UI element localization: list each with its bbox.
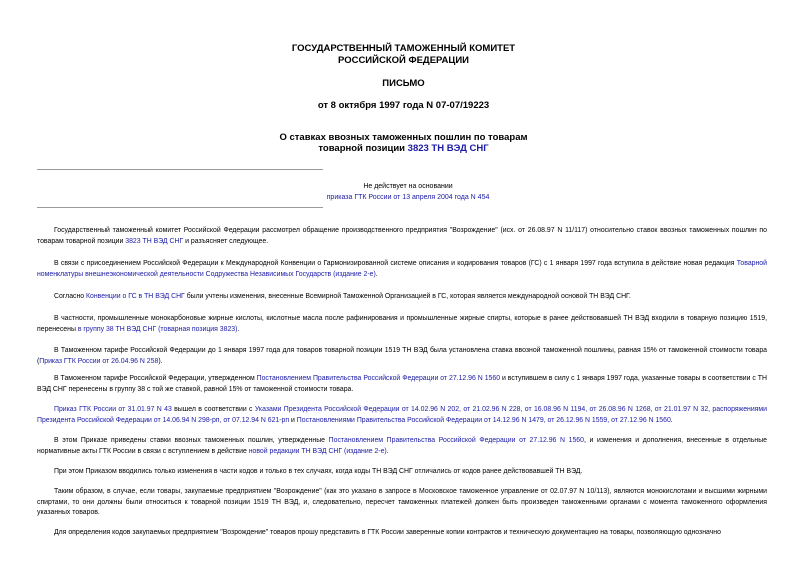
document-subject-line1: О ставках ввозных таможенных пошлин по товарам — [279, 132, 528, 143]
text: Для определения кодов закупаемых предприятием "Возрождение" товаров прошу представить в ГТК России заверенные копии контрактов и техническую документацию на товары, позволяющую однозначно — [54, 529, 721, 536]
text: . — [386, 447, 389, 455]
link[interactable]: Конвенции о ГС в ТН ВЭД СНГ — [86, 293, 185, 300]
paragraph-2 — [37, 259, 767, 280]
agency-name-line2: РОССИЙСКОЙ ФЕДЕРАЦИИ — [337, 55, 469, 66]
paragraph-8 — [37, 436, 767, 457]
text: . — [375, 270, 378, 278]
text: . — [670, 416, 673, 424]
paragraph-11 — [37, 528, 767, 539]
link[interactable]: 3823 ТН ВЭД СНГ — [125, 237, 184, 245]
paragraph-4 — [37, 314, 767, 335]
subject-text: товарной позиции — [318, 143, 408, 154]
text: Таким образом, в случае, если товары, закупаемые предприятием "Возрождение" (как это указано в запросе в Московское таможенное управление от 02.07.97 N 10/113), являются монокислотами и высшими жирными спиртами, то они должны были относиться к товарной позиции 1519 ТН ВЭД, и, следовательно, пересчет таможенных платежей должен быть произведен таможенными органами с момента таможенного оформления указанных товаров. — [37, 488, 767, 516]
link[interactable]: Приказ ГТК России от 31.01.97 N 43 — [54, 406, 172, 413]
divider-top — [37, 169, 323, 170]
text: Государственный таможенный комитет Российской Федерации рассмотрел обращение производственного предприятия "Возрождение" (исх. от 26.08.97 N 11/117) относительно ставок ввозных таможенных пошлин по товарам товарной позиции — [37, 227, 767, 245]
text: и вступившем в силу с 1 января 1997 года, указанные товары в соответствии с ТН ВЭД СНГ перенесены в группу 38 с той же ставкой, равной 15% от таможенной стоимости товара. — [37, 375, 767, 393]
document-type: ПИСЬМО — [382, 78, 425, 89]
text: В связи с присоединением Российской Федерации к Международной Конвенции о Гармонизированной системе описания и кодирования товаров (ГС) с 1 января 1997 года вступила в действие новая редакция — [54, 260, 737, 267]
text: и разъясняет следующее. — [183, 237, 269, 245]
paragraph-6 — [37, 374, 767, 395]
text: В Таможенном тарифе Российской Федерации до 1 января 1997 года для товаров товарной позиции 1519 ТН ВЭД была установлена ставка ввозной таможенной пошлины, равная 15% от таможенной стоимости товара ( — [37, 347, 767, 365]
paragraph-7 — [37, 405, 767, 426]
document-subject-line2 — [0, 143, 807, 154]
text: и — [289, 416, 297, 424]
text: В Таможенном тарифе Российской Федерации, утвержденном — [54, 375, 257, 382]
paragraph-5 — [37, 346, 767, 367]
agency-name-line1: ГОСУДАРСТВЕННЫЙ ТАМОЖЕННЫЙ КОМИТЕТ — [291, 43, 516, 54]
link[interactable]: Приказ ГТК России от 26.04.96 N 258 — [39, 357, 159, 365]
text: , и изменения и дополнения, внесенные в отдельные нормативные акты ГТК России в связи с вступлением в действие — [37, 437, 767, 455]
link[interactable]: Товарной номенклатуры внешнеэкономической деятельности Содружества Независимых Государств (издание 2-е) — [37, 260, 767, 278]
status-note — [300, 181, 516, 203]
text: В этом Приказе приведены ставки ввозных таможенных пошлин, утвержденные — [54, 437, 329, 444]
link[interactable]: Постановлением Правительства Российской Федерации от 27.12.96 N 1560 — [328, 437, 584, 444]
link[interactable]: Указами Президента Российской Федерации от 14.02.96 N 202, от 21.02.96 N 228, от 16.08.96 N 1194, от 26.08.96 N 1268, от 21.01.97 N 32, распоряжениями Президента Российской Федерации от 14.06.94 N 298-рп, от 07.12.94 N 621-рп — [37, 406, 767, 424]
text: были учтены изменения, внесенные Всемирной Таможенной Организацией в ГС, которая является международной основой ТН ВЭД СНГ. — [184, 293, 631, 300]
paragraph-9 — [37, 467, 767, 478]
link[interactable]: Постановлениями Правительства Российской Федерации от 14.12.96 N 1479, от 26.12.96 N 1559, от 27.12.96 N 1560 — [296, 416, 671, 424]
link[interactable]: новой редакции ТН ВЭД СНГ (издание 2-е) — [248, 447, 387, 455]
paragraph-3 — [37, 292, 767, 303]
status-note-link[interactable]: приказа ГТК России от 13 апреля 2004 года N 454 — [326, 194, 490, 201]
divider-bottom — [37, 207, 323, 208]
text: В частности, промышленные монокарбоновые жирные кислоты, кислотные масла после рафинирования и промышленные жирные спирты, которые в ранее действовавшей ТН ВЭД входили в товарную позицию 1519, перенесены — [37, 315, 767, 333]
text: При этом Приказом вводились только изменения в части кодов и только в тех случаях, когда коды ТН ВЭД СНГ отличались от кодов ранее действовавшей ТН ВЭД. — [54, 468, 583, 475]
paragraph-1 — [37, 226, 767, 247]
subject-link[interactable]: 3823 ТН ВЭД СНГ — [407, 143, 489, 154]
status-note-text: Не действует на основании — [363, 183, 453, 190]
paragraph-10 — [37, 487, 767, 519]
link[interactable]: Постановлением Правительства Российской Федерации от 27.12.96 N 1560 — [256, 375, 501, 382]
text: ). — [158, 357, 163, 365]
document-date-number: от 8 октября 1997 года N 07-07/19223 — [317, 100, 490, 111]
text: . — [237, 325, 240, 333]
text: Согласно — [54, 293, 87, 300]
text: вышел в соответствии с — [171, 406, 255, 413]
link[interactable]: в группу 38 ТН ВЭД СНГ (товарная позиция 3823) — [77, 325, 238, 333]
